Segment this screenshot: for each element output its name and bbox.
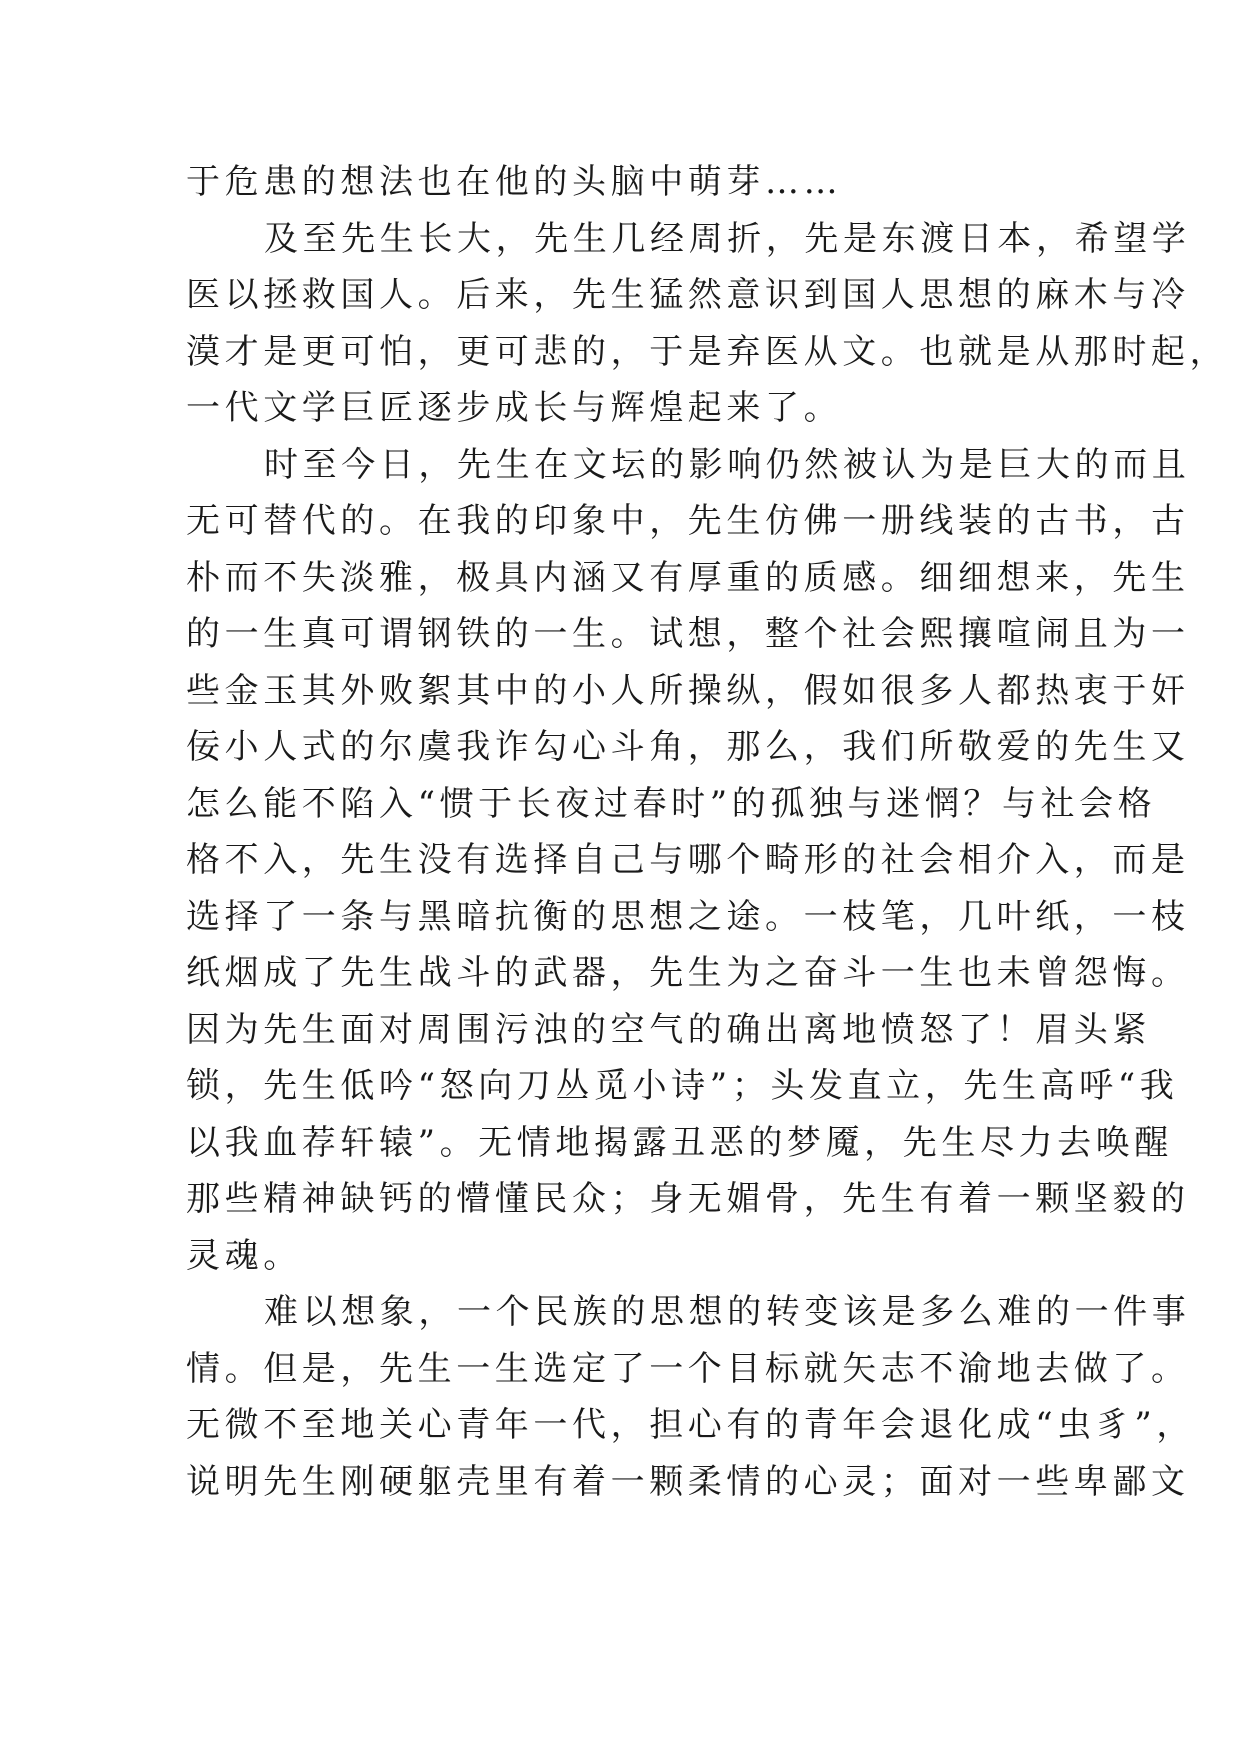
text-line: 朴而不失淡雅，极具内涵又有厚重的质感。细细想来，先生 <box>186 557 1190 598</box>
text-line: 纸烟成了先生战斗的武器，先生为之奋斗一生也未曾怨悔。 <box>186 953 1190 993</box>
text-line: 些金玉其外败絮其中的小人所操纵，假如很多人都热衷于奸 <box>186 670 1190 711</box>
text-line: 佞小人式的尔虞我诈勾心斗角，那么，我们所敬爱的先生又 <box>186 727 1190 767</box>
text-line: 说明先生刚硬躯壳里有着一颗柔情的心灵；面对一些卑鄙文 <box>186 1461 1190 1502</box>
text-line: 无可替代的。在我的印象中，先生仿佛一册线装的古书，古 <box>186 501 1190 541</box>
text-line: 于危患的想法也在他的头脑中萌芽…… <box>186 162 843 202</box>
text-line: 漠才是更可怕，更可悲的，于是弃医从文。也就是从那时起， <box>186 331 1229 372</box>
text-line: 一代文学巨匠逐步成长与辉煌起来了。 <box>186 388 843 428</box>
text-line: 以我血荐轩辕”。无情地揭露丑恶的梦魇，先生尽力去唤醒 <box>186 1122 1173 1163</box>
essay-body <box>186 154 1229 1510</box>
text-line: 因为先生面对周围污浊的空气的确出离地愤怒了！眉头紧 <box>186 1009 1151 1050</box>
text-line: 医以拯救国人。后来，先生猛然意识到国人思想的麻木与冷 <box>186 275 1190 315</box>
text-line: 的一生真可谓钢铁的一生。试想，整个社会熙攘喧闹且为一 <box>186 614 1190 654</box>
text-line: 灵魂。 <box>186 1235 302 1276</box>
text-line: 选择了一条与黑暗抗衡的思想之途。一枝笔，几叶纸，一枝 <box>186 896 1190 937</box>
paragraph-first-line: 时至今日，先生在文坛的影响仍然被认为是巨大的而且 <box>264 444 1191 485</box>
text-line: 情。但是，先生一生选定了一个目标就矢志不渝地去做了。 <box>186 1348 1190 1389</box>
text-line: 怎么能不陷入“惯于长夜过春时”的孤独与迷惘？与社会格 <box>186 783 1157 824</box>
paragraph-first-line: 难以想象，一个民族的思想的转变该是多么难的一件事 <box>264 1292 1191 1332</box>
text-line: 锁，先生低吟“怒向刀丛觅小诗”；头发直立，先生高呼“我 <box>186 1066 1179 1106</box>
text-line: 格不入，先生没有选择自己与哪个畸形的社会相介入，而是 <box>186 840 1190 880</box>
paragraph-first-line: 及至先生长大，先生几经周折，先是东渡日本，希望学 <box>264 218 1191 259</box>
text-line: 无微不至地关心青年一代，担心有的青年会退化成“虫豸”， <box>186 1405 1195 1445</box>
text-line: 那些精神缺钙的懵懂民众；身无媚骨，先生有着一颗坚毅的 <box>186 1179 1190 1219</box>
